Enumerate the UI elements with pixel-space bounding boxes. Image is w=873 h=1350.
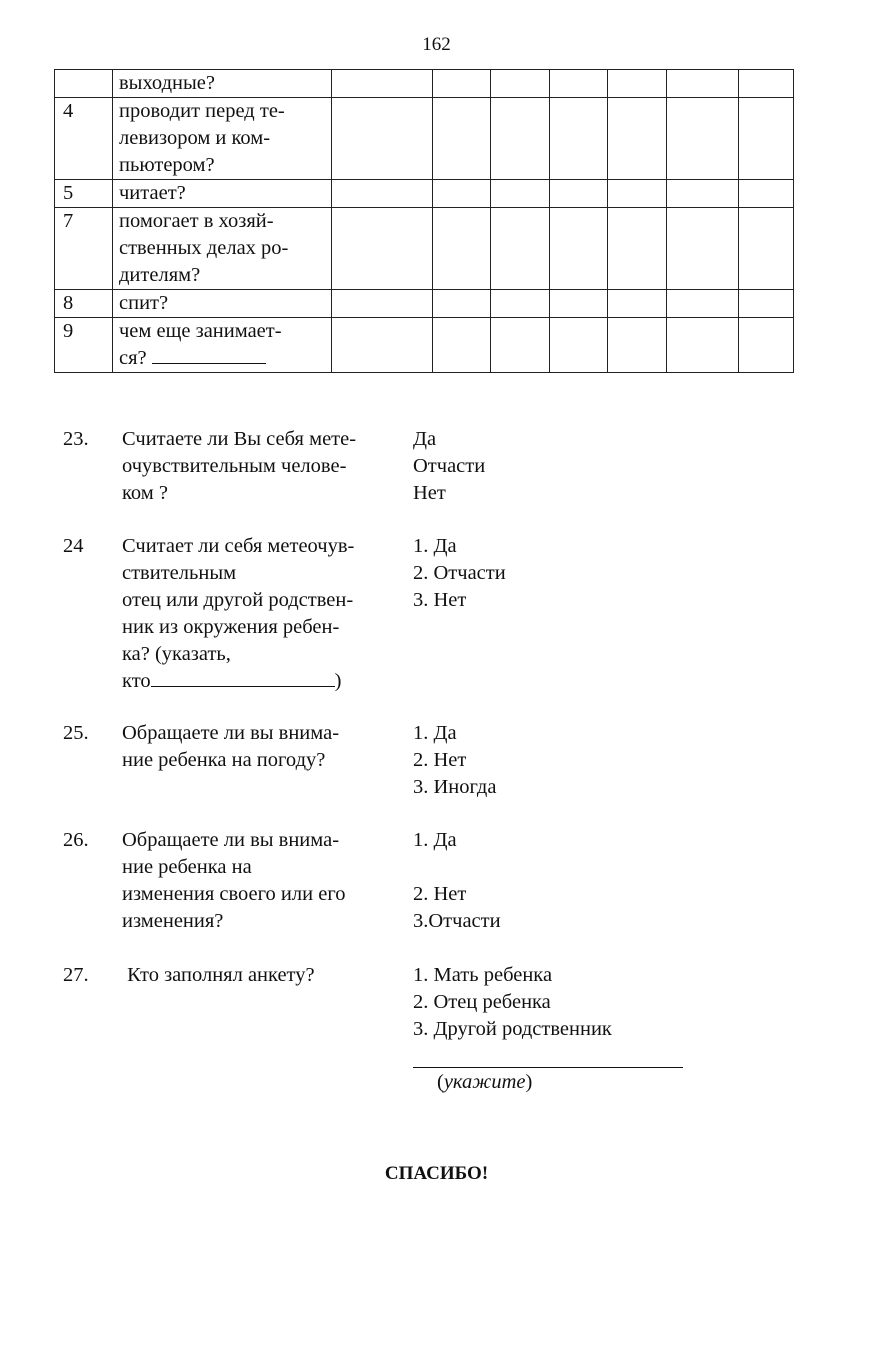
question-line	[122, 827, 412, 854]
row-number: 9	[55, 318, 113, 373]
row-question	[113, 318, 332, 373]
question-text: ся?	[119, 347, 147, 369]
question-number: 24	[63, 535, 84, 557]
question-text: чем еще занимает-	[119, 320, 282, 342]
answer-cell[interactable]	[433, 318, 491, 373]
answer-cell[interactable]	[550, 98, 608, 180]
question-line-text: очувствительным челове-	[122, 455, 347, 477]
question-line	[122, 668, 412, 695]
answer-blank[interactable]	[152, 345, 266, 364]
answer-cell[interactable]	[608, 208, 667, 290]
answer-cell[interactable]	[608, 180, 667, 208]
answer-option[interactable]: 1. Мать ребенка	[413, 964, 553, 986]
question-line	[119, 208, 325, 235]
question-line-text: Обращаете ли вы внима-	[122, 722, 340, 744]
answer-cell[interactable]	[667, 98, 739, 180]
question-text: ственных делах ро-	[119, 237, 289, 259]
question-text	[122, 426, 412, 507]
question-line-text: ник из окружения ребен-	[122, 616, 340, 638]
answer-option[interactable]: 2. Нет	[413, 883, 467, 905]
table-row	[55, 180, 794, 208]
question-line	[122, 908, 412, 935]
row-question	[113, 70, 332, 98]
question-line	[119, 235, 325, 262]
question-line	[119, 180, 325, 207]
question-text: пьютером?	[119, 154, 215, 176]
answer-cell[interactable]	[667, 318, 739, 373]
answer-cell[interactable]	[491, 290, 550, 318]
question-text	[122, 962, 412, 989]
question-line	[122, 641, 412, 668]
closing-thanks: СПАСИБО!	[384, 1163, 489, 1184]
question-line	[122, 747, 412, 774]
specify-hint: (укажите)	[437, 1071, 533, 1093]
row-question	[113, 208, 332, 290]
question-line-text: Обращаете ли вы внима-	[122, 829, 340, 851]
question-line	[119, 70, 325, 97]
answer-cell[interactable]	[739, 318, 794, 373]
answer-cell[interactable]	[739, 70, 794, 98]
answer-cell[interactable]	[491, 70, 550, 98]
question-line	[122, 480, 412, 507]
answer-cell[interactable]	[550, 208, 608, 290]
question-line	[122, 854, 412, 881]
answer-cell[interactable]	[667, 290, 739, 318]
question-line	[119, 318, 325, 345]
answer-cell[interactable]	[491, 180, 550, 208]
question-line	[119, 345, 325, 372]
answer-cell[interactable]	[332, 290, 433, 318]
question-number: 25.	[63, 722, 89, 744]
question-text: проводит перед те-	[119, 100, 285, 122]
question-text: спит?	[119, 292, 169, 314]
question-text	[122, 720, 412, 774]
answer-option[interactable]: 1. Да	[413, 829, 457, 851]
answer-cell[interactable]	[608, 98, 667, 180]
answer-option[interactable]: Отчасти	[413, 455, 486, 477]
answer-cell[interactable]	[667, 180, 739, 208]
row-question	[113, 290, 332, 318]
answer-option[interactable]: Нет	[413, 482, 446, 504]
answer-options	[413, 962, 733, 1043]
answer-cell[interactable]	[550, 70, 608, 98]
question-line-text: ние ребенка на	[122, 856, 252, 878]
answer-option[interactable]: 2. Нет	[413, 749, 467, 771]
answer-option[interactable]: 1. Да	[413, 722, 457, 744]
row-number: 5	[55, 180, 113, 208]
table-row	[55, 70, 794, 98]
question-line	[122, 614, 412, 641]
question-line-text: Кто заполнял анкету?	[122, 964, 315, 986]
row-number: 7	[55, 208, 113, 290]
answer-cell[interactable]	[550, 290, 608, 318]
question-line	[122, 720, 412, 747]
question-line-text: изменения?	[122, 910, 224, 932]
question-line	[122, 453, 412, 480]
question-line	[122, 426, 412, 453]
answer-cell[interactable]	[739, 290, 794, 318]
question-text: дителям?	[119, 264, 201, 286]
question-line-text: ствительным	[122, 562, 237, 584]
question-text: левизором и ком-	[119, 127, 271, 149]
answer-cell[interactable]	[433, 290, 491, 318]
question-number: 26.	[63, 829, 89, 851]
answer-options	[413, 426, 733, 507]
row-question	[113, 180, 332, 208]
question-text	[122, 827, 412, 935]
answer-option[interactable]: 2. Отчасти	[413, 562, 506, 584]
activity-table	[54, 69, 794, 373]
answer-cell[interactable]	[433, 70, 491, 98]
answer-options	[413, 827, 733, 935]
answer-cell[interactable]	[550, 180, 608, 208]
answer-options	[413, 533, 733, 614]
question-line	[119, 290, 325, 317]
table-row	[55, 98, 794, 180]
answer-option[interactable]: 3. Нет	[413, 589, 467, 611]
question-text: выходные?	[119, 72, 215, 94]
question-line-text: кто	[122, 670, 151, 692]
question-line-text: Считаете ли Вы себя мете-	[122, 428, 357, 450]
question-number: 23.	[63, 428, 89, 450]
answer-cell[interactable]	[332, 98, 433, 180]
answer-cell[interactable]	[332, 208, 433, 290]
answer-cell[interactable]	[491, 98, 550, 180]
question-line	[119, 262, 325, 289]
answer-cell[interactable]	[739, 98, 794, 180]
question-line	[119, 152, 325, 179]
answer-option[interactable]: 3.Отчасти	[413, 910, 501, 932]
answer-cell[interactable]	[608, 290, 667, 318]
answer-cell[interactable]	[608, 70, 667, 98]
question-number: 27.	[63, 964, 89, 986]
answer-option[interactable]: 1. Да	[413, 535, 457, 557]
question-line	[122, 962, 412, 989]
question-text: читает?	[119, 182, 186, 204]
row-question	[113, 98, 332, 180]
answer-cell[interactable]	[433, 208, 491, 290]
answer-cell[interactable]	[332, 318, 433, 373]
answer-cell[interactable]	[433, 98, 491, 180]
answer-option[interactable]: 3. Иногда	[413, 776, 497, 798]
table-row	[55, 318, 794, 373]
question-line-text: Считает ли себя метеочув-	[122, 535, 355, 557]
row-number: 8	[55, 290, 113, 318]
answer-cell[interactable]	[491, 208, 550, 290]
question-line-text: ка? (указать,	[122, 643, 231, 665]
answer-cell[interactable]	[332, 180, 433, 208]
answer-cell[interactable]	[667, 208, 739, 290]
question-text: помогает в хозяй-	[119, 210, 274, 232]
question-line-text: отец или другой родствен-	[122, 589, 354, 611]
question-line	[119, 125, 325, 152]
answer-cell[interactable]	[550, 318, 608, 373]
question-line-text: ние ребенка на погоду?	[122, 749, 326, 771]
relative-blank[interactable]	[151, 668, 335, 687]
answer-cell[interactable]	[491, 318, 550, 373]
answer-option[interactable]: Да	[413, 428, 437, 450]
question-line	[122, 881, 412, 908]
question-line	[122, 533, 412, 560]
answer-cell[interactable]	[332, 70, 433, 98]
question-line	[119, 98, 325, 125]
table-row	[55, 290, 794, 318]
answer-option[interactable]	[413, 854, 733, 881]
question-line-text: изменения своего или его	[122, 883, 346, 905]
page-number: 162	[422, 34, 451, 55]
table-row	[55, 208, 794, 290]
answer-cell[interactable]	[667, 70, 739, 98]
answer-cell[interactable]	[608, 318, 667, 373]
row-number: 4	[55, 98, 113, 180]
question-line	[122, 587, 412, 614]
question-line	[122, 560, 412, 587]
answer-cell[interactable]	[739, 208, 794, 290]
answer-option[interactable]: 2. Отец ребенка	[413, 991, 551, 1013]
question-text	[122, 533, 412, 695]
answer-cell[interactable]	[739, 180, 794, 208]
specify-line[interactable]	[413, 1067, 683, 1068]
question-line-text: ком ?	[122, 482, 168, 504]
closing-paren: )	[334, 670, 342, 692]
row-number	[55, 70, 113, 98]
answer-cell[interactable]	[433, 180, 491, 208]
answer-options	[413, 720, 733, 801]
answer-option[interactable]: 3. Другой родственник	[413, 1018, 612, 1040]
